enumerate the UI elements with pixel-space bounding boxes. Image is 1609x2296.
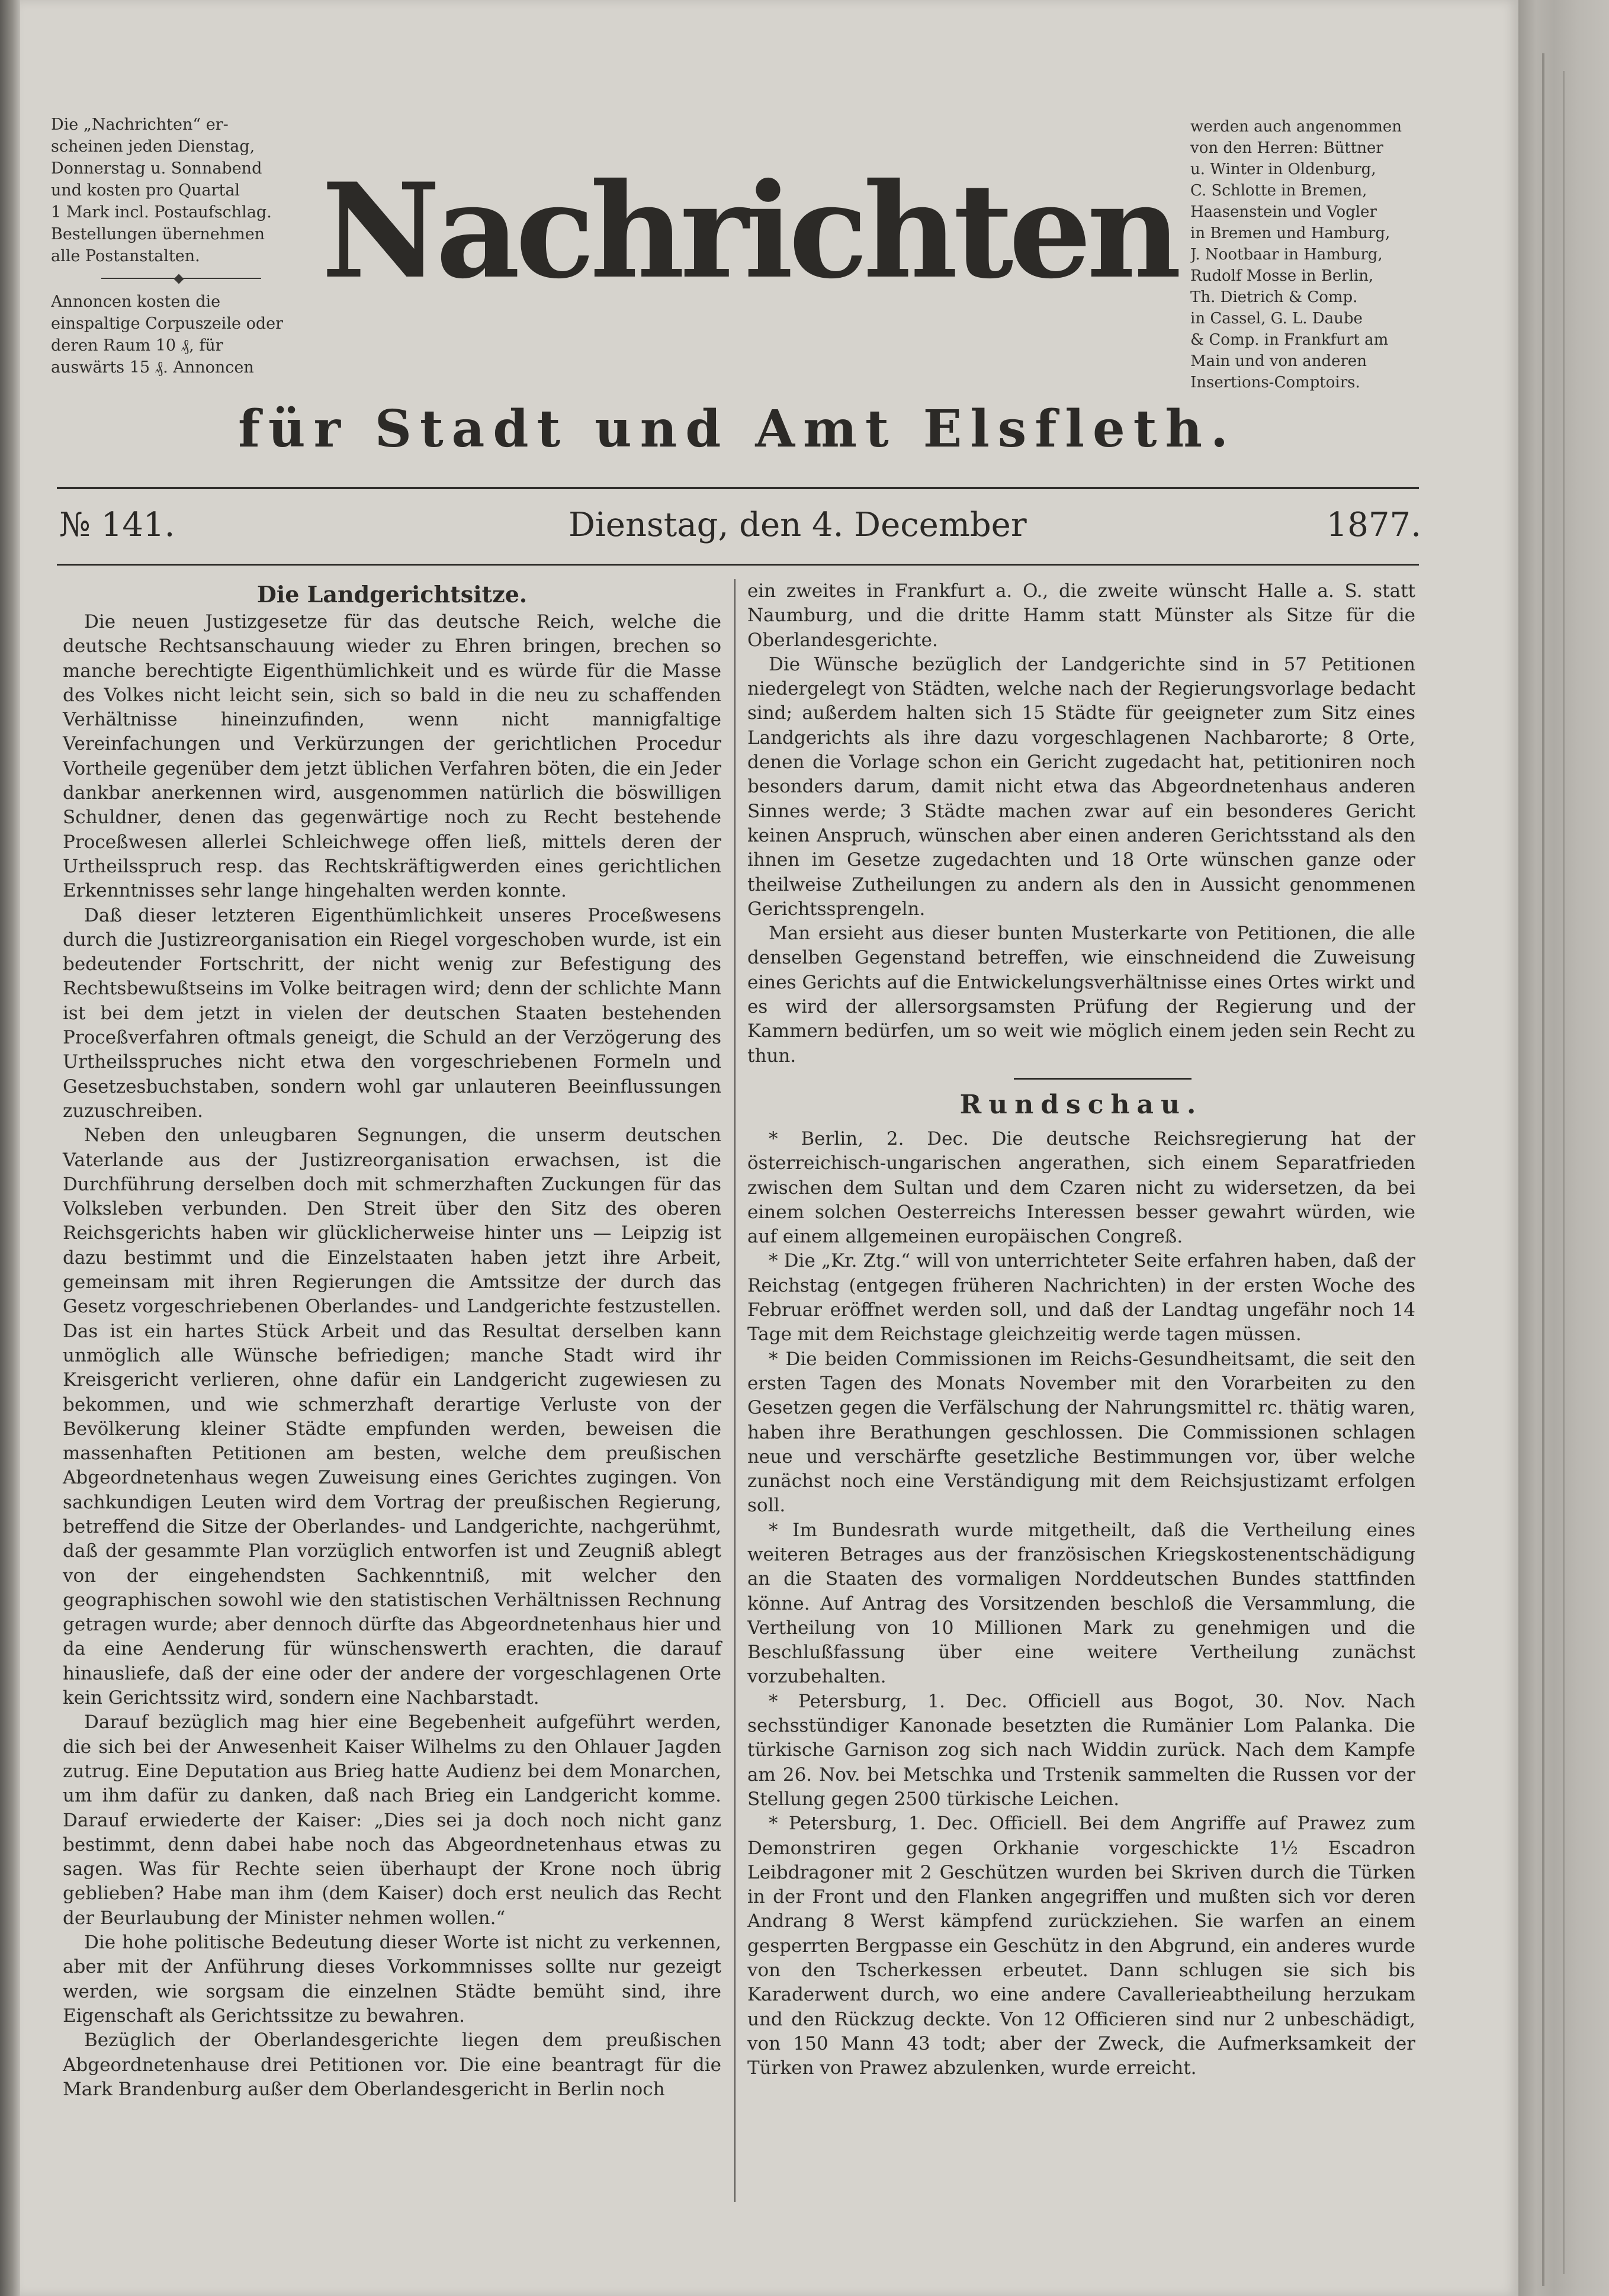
article-paragraph: Die neuen Justizgesetze für das deutsche Reich, welche die deutsche Rechtsanschauung wieder zu Ehren bringen, brechen so manche berechtigte Eigenthümlichkeit und es würde für die Masse des Volkes nicht leicht sein, sich so bald in die neu zu schaffenden Verhältnisse hineinzufinden, wenn nicht mannigfaltige Vereinfachungen und Verkürzungen der gerichtlichen Procedur Vortheile gegenüber dem jetzt üblichen Verfahren böten, die ein Jeder dankbar anerkennen wird, ausgenommen natürlich die böswilligen Schuldner, denen das gegenwärtige noch zu Recht bestehende Proceßwesen allerlei Schleichwege offen ließ, mittels deren der Urtheilsspruch resp. das Rechtskräftigwerden eines gerichtlichen Erkenntnisses sehr lange hingehalten werden konnte. <box>63 611 721 902</box>
subscription-info-line: Die „Nachrichten“ er- <box>51 115 229 134</box>
advert-agent-line: in Bremen und Hamburg, <box>1190 224 1390 242</box>
advert-agent-line: Th. Dietrich & Comp. <box>1190 288 1358 306</box>
advert-agent-line: Rudolf Mosse in Berlin, <box>1190 267 1374 285</box>
article-paragraph: ein zweites in Frankfurt a. O., die zweite wünscht Halle a. S. statt Naumburg, und die dritte Hamm statt Münster als Sitze für die Oberlandesgerichte. <box>747 580 1415 651</box>
advert-agent-line: in Cassel, G. L. Daube <box>1190 310 1363 327</box>
column-divider <box>734 579 736 2202</box>
news-item: * Berlin, 2. Dec. Die deutsche Reichsregierung hat der österreichisch-ungarischen angerathen, sich einem Separatfrieden zwischen dem Sultan und dem Czaren nicht zu widersetzen, da bei einem solchen Oesterreichs Interessen besser gewahrt würden, wie auf einem allgemeinen europäischen Congreß. <box>747 1128 1415 1248</box>
header-rule-top <box>57 487 1419 489</box>
book-binding-edge <box>0 0 20 2296</box>
advert-agent-line: Main und von anderen <box>1190 352 1367 370</box>
news-item: * Die beiden Commissionen im Reichs-Gesundheitsamt, die seit den ersten Tagen des Monats November mit den Vorarbeiten zu den Gesetzen gegen die Verfälschung der Nahrungsmittel rc. thätig waren, haben ihre Berathungen geschlossen. Die Commissionen schlagen neue und verschärfte gesetzliche Bestimmungen vor, über welche zunächst noch eine Verständigung mit dem Reichsjustizamt erfolgen soll. <box>747 1348 1415 1517</box>
subscription-info-line: scheinen jeden Dienstag, <box>51 137 255 156</box>
advert-price-line: deren Raum 10 ₰, für <box>51 336 223 355</box>
left-column <box>63 579 721 2102</box>
subscription-info-line: Donnerstag u. Sonnabend <box>51 159 262 178</box>
advertising-agents-box <box>1190 116 1409 393</box>
masthead-title: Nachrichten <box>321 154 1177 307</box>
advert-agent-line: von den Herren: Büttner <box>1190 139 1383 157</box>
ornamental-divider <box>101 278 261 279</box>
advert-agent-line: werden auch angenommen <box>1190 118 1402 136</box>
news-item: * Die „Kr. Ztg.“ will von unterrichteter Seite erfahren haben, daß der Reichstag (entgegen früheren Nachrichten) in der ersten Woche des Februar eröffnet werden soll, und daß der Landtag ungefähr noch 14 Tage mit dem Reichstage gleichzeitig werde tagen müssen. <box>747 1250 1415 1346</box>
article-heading-landgerichtsitze: Die Landgerichtsitze. <box>256 581 528 608</box>
advert-price-line: auswärts 15 ₰. Annoncen <box>51 358 254 377</box>
article-paragraph: Man ersieht aus dieser bunten Musterkarte von Petitionen, die alle denselben Gegenstand betreffen, wie einschneidend die Zuweisung eines Gerichts auf die Entwickelungsverhältnisse eines Ortes wirkt und es wird der allersorgsamsten Prüfung der Regierung und der Kammern bedürfen, um so weit wie möglich einem jeden sein Recht zu thun. <box>747 923 1415 1067</box>
advert-price-line: Annoncen kosten die <box>51 293 221 311</box>
news-item: * Petersburg, 1. Dec. Officiell aus Bogot, 30. Nov. Nach sechsstündiger Kanonade besetzten die Rumänier Lom Palanka. Die türkische Garnison zog sich nach Widdin zurück. Nach dem Kampfe am 26. Nov. bei Metschka und Trstenik sammelten die Russen vor der Stellung gegen 2500 türkische Leichen. <box>747 1690 1415 1810</box>
page-stack-edge <box>1518 0 1609 2296</box>
article-paragraph: Die hohe politische Bedeutung dieser Worte ist nicht zu verkennen, aber mit der Anführung dieses Vorkommnisses sollte nur gezeigt werden, wie sorgsam die einzelnen Städte bemüht sind, ihre Eigenschaft als Gerichtssitze zu bewahren. <box>63 1932 721 2027</box>
news-item: * Petersburg, 1. Dec. Officiell. Bei dem Angriffe auf Prawez zum Demonstriren gegen Orkhanie vorgeschickte 1½ Escadron Leibdragoner mit 2 Geschützen wurden bei Skriven durch die Türken in der Front und den Flanken angegriffen und mußten sich vor deren Andrang 8 Werst kämpfend zurückziehen. Sie warfen an einem gesperrten Bergpasse ein Geschütz in den Abgrund, ein anderes wurde von den Tscherkessen erbeutet. Dann schlugen sie sich bis Karaderwent durch, wo eine andere Cavallerieabtheilung herzukam und den Rückzug deckte. Von 12 Officieren sind nur 2 unbeschädigt, von 150 Mann 43 todt; aber der Zweck, die Aufmerksamkeit der Türken von Prawez abzulenken, wurde erreicht. <box>747 1813 1415 2079</box>
article-paragraph: Neben den unleugbaren Segnungen, die unserm deutschen Vaterlande aus der Justizreorganisation erwachsen, ist die Durchführung derselben doch mit schmerzhaften Zuckungen für das Volksleben verbunden. Den Streit über den Sitz des oberen Reichsgerichts haben wir glücklicherweise hinter uns — Leipzig ist dazu bestimmt und die Einzelstaaten haben jetzt ihre Arbeit, gemeinsam mit ihren Regierungen die Amtssitze der durch das Gesetz vorgeschriebenen Oberlandes- und Landgerichte festzustellen. Das ist ein hartes Stück Arbeit und das Resultat derselben kann unmöglich alle Wünsche befriedigen; manche Stadt wird ihr Kreisgericht verlieren, ohne dafür ein Landgericht zugewiesen zu bekommen, und wie schmerzhaft derartige Verluste von der Bevölkerung kleiner Städte empfunden werden, beweisen die massenhaften Petitionen am besten, welche dem preußischen Abgeordnetenhaus wegen Zuweisung eines Gerichtes zugingen. Von sachkundigen Leuten wird dem Vortrag der preußischen Regierung, betreffend die Sitze der Oberlandes- und Landgerichte, nachgerühmt, daß der gesammte Plan vorzüglich entworfen ist und Zeugniß ablegt von der eingehendsten Sachkenntniß, mit welcher den geographischen sowohl wie den statistischen Verhältnissen Rechnung getragen wurde; aber dennoch dürfte das Abgeordnetenhaus hier und da eine Aenderung für wünschenswerth erachten, die darauf hinausliefe, daß der eine oder der andere der vorgeschlagenen Orte kein Gerichtssitz wird, sondern eine Nachbarstadt. <box>63 1125 721 1709</box>
advert-price-line: einspaltige Corpuszeile oder <box>51 314 284 333</box>
subscription-info-box <box>51 114 311 378</box>
issue-date: Dienstag, den 4. December <box>569 506 1027 544</box>
advert-agent-line: & Comp. in Frankfurt am <box>1190 331 1389 349</box>
section-heading-rundschau: Rundschau. <box>959 1089 1203 1120</box>
news-item: * Im Bundesrath wurde mitgetheilt, daß die Vertheilung eines weiteren Betrages aus der französischen Kriegskostenentschädigung an die Staaten des vormaligen Norddeutschen Bundes stattfinden könne. Auf Antrag des Vorsitzenden beschloß die Versammlung, die Vertheilung von 10 Millionen Mark zu genehmigen und die Beschlußfassung über eine weitere Vertheilung zunächst vorzubehalten. <box>747 1519 1415 1688</box>
issue-year: 1877. <box>1326 506 1421 544</box>
subscription-info-line: und kosten pro Quartal <box>51 181 240 200</box>
section-rule <box>1014 1078 1192 1080</box>
header-rule-bottom <box>57 564 1419 566</box>
article-paragraph: Daß dieser letzteren Eigenthümlichkeit unseres Proceßwesens durch die Justizreorganisation ein Riegel vorgeschoben wurde, ist ein bedeutender Fortschritt, der nicht wenig zur Befestigung des Rechtsbewußtseins im Volke beitragen wird; denn der schlichte Mann ist bei dem jetzt in vielen der deutschen Staaten bestehenden Proceßverfahren oftmals geneigt, die Schuld an der Verzögerung des Urtheilsspruches nicht etwa den vorgeschriebenen Formeln und Gesetzesbuchstaben, sondern wohl gar unlauteren Beeinflussungen zuzuschreiben. <box>63 904 721 1122</box>
right-column <box>747 579 1415 2081</box>
subscription-info-line: 1 Mark incl. Postaufschlag. <box>51 203 272 221</box>
masthead-subtitle: für Stadt und Amt Elsfleth. <box>238 399 1237 459</box>
advert-agent-line: Haasenstein und Vogler <box>1190 203 1377 221</box>
subscription-info-line: Bestellungen übernehmen <box>51 225 265 243</box>
issue-number: № 141. <box>59 506 175 544</box>
advert-agent-line: u. Winter in Oldenburg, <box>1190 160 1376 178</box>
subscription-info-line: alle Postanstalten. <box>51 247 200 265</box>
article-paragraph: Die Wünsche bezüglich der Landgerichte sind in 57 Petitionen niedergelegt von Städten, welche nach der Regierungsvorlage bedacht sind; außerdem halten sich 15 Städte für geeigneter zum Sitz eines Landgerichts als ihre dazu vorgeschlagenen Nachbarorte; 8 Orte, denen die Vorlage schon ein Gericht zugedacht hat, petitioniren noch besonders darum, damit nicht etwa das Abgeordnetenhaus anderen Sinnes werde; 3 Städte machen zwar auf ein besonderes Gericht keinen Anspruch, wünschen aber einen anderen Gerichtsstand als den ihnen im Gesetze zugedachten und 18 Orte wünschen ganze oder theilweise Zutheilungen zu andern als den in Aussicht genommenen Gerichtssprengeln. <box>747 653 1415 920</box>
advert-agent-line: C. Schlotte in Bremen, <box>1190 182 1367 200</box>
advert-agent-line: Insertions-Comptoirs. <box>1190 374 1360 391</box>
advert-agent-line: J. Nootbaar in Hamburg, <box>1190 246 1383 264</box>
article-paragraph: Darauf bezüglich mag hier eine Begebenheit aufgeführt werden, die sich bei der Anwesenheit Kaiser Wilhelms zu den Ohlauer Jagden zutrug. Eine Deputation aus Brieg hatte Audienz bei dem Monarchen, um ihm dafür zu danken, daß nach Brieg ein Landgericht komme. Darauf erwiederte der Kaiser: „Dies sei ja doch noch nicht ganz bestimmt, denn dabei habe noch das Abgeordnetenhaus etwas zu sagen. Was für Rechte seien überhaupt der Krone noch übrig geblieben? Habe man ihm (dem Kaiser) doch erst neulich das Recht der Beurlaubung der Minister nehmen wollen.“ <box>63 1711 721 1929</box>
article-paragraph: Bezüglich der Oberlandesgerichte liegen dem preußischen Abgeordnetenhause drei Petitionen vor. Die eine beantragt für die Mark Brandenburg außer dem Oberlandesgericht in Berlin noch <box>63 2030 721 2100</box>
